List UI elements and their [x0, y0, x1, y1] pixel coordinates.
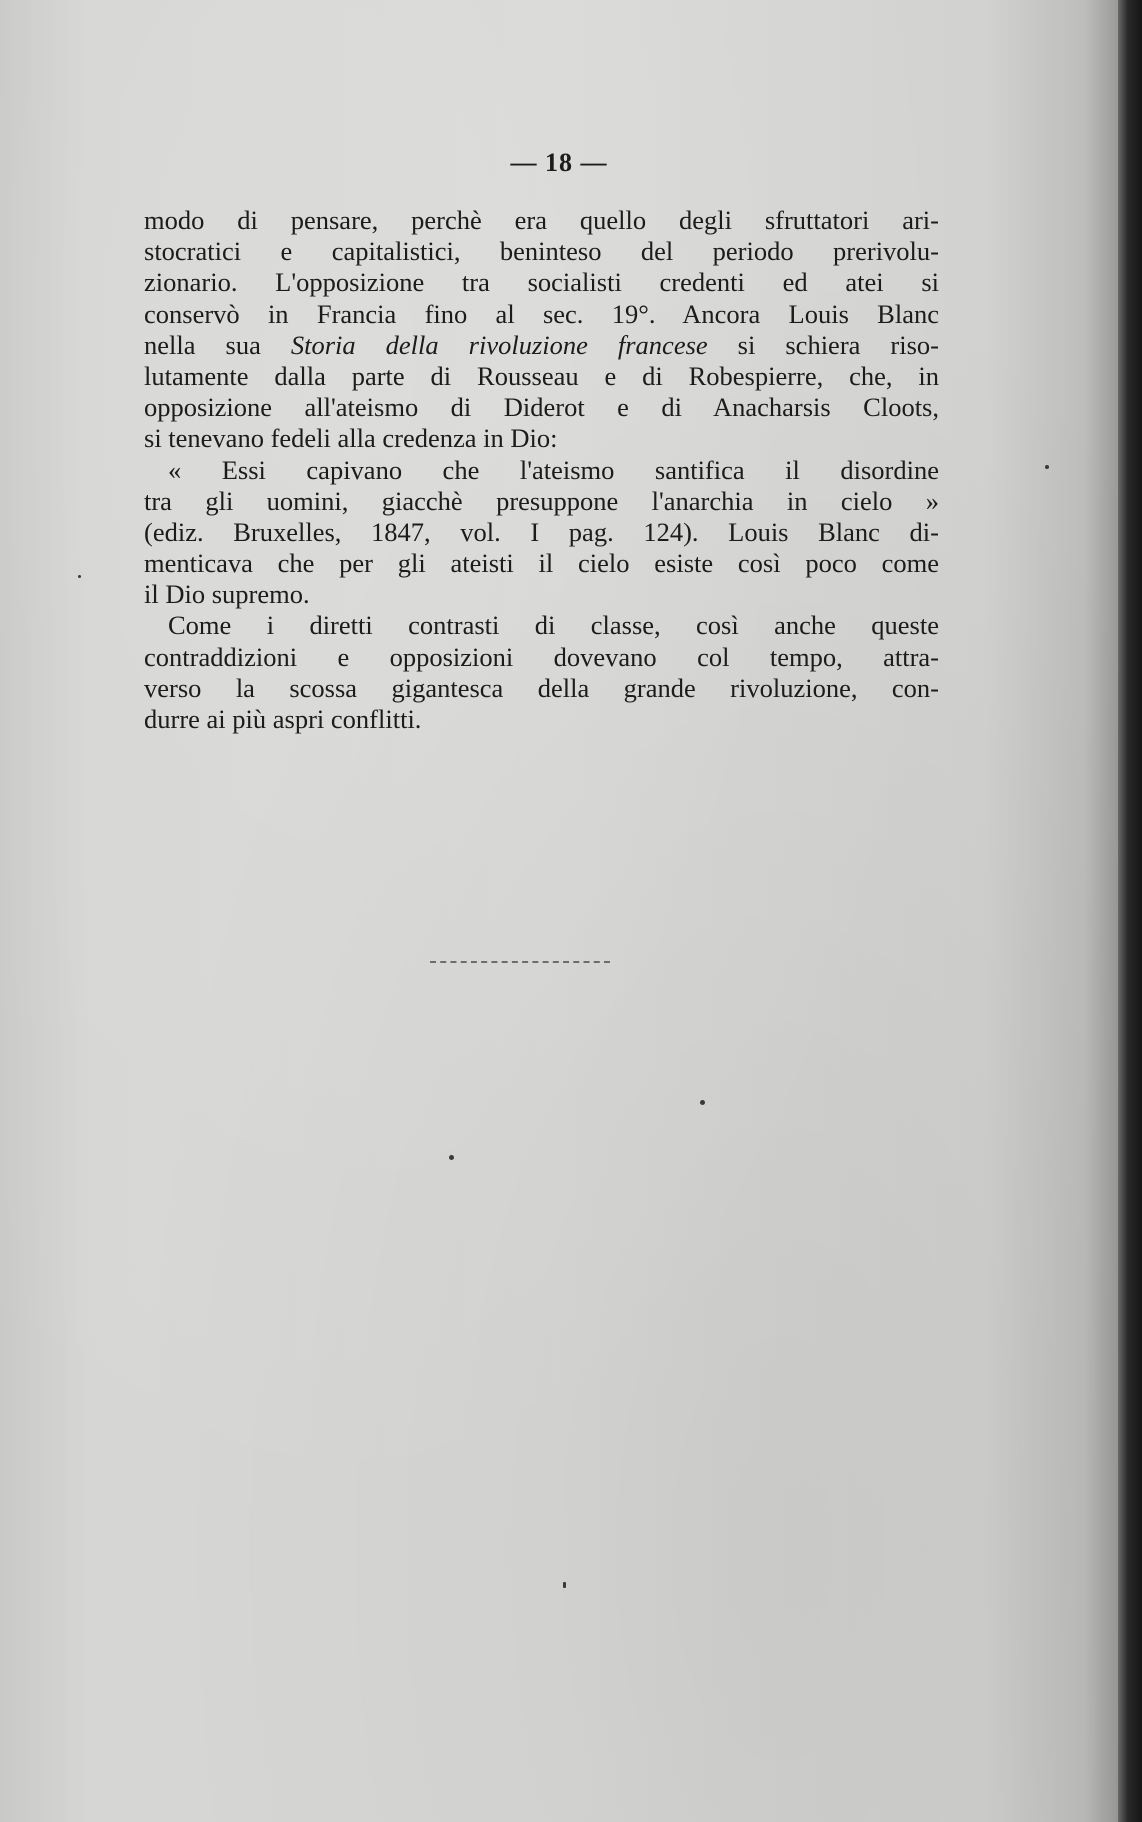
text-line: conservò in Francia fino al sec. 19°. Ancora Louis Blanc: [144, 298, 939, 329]
text-line: contraddizioni e opposizioni dovevano col tempo, attra-: [144, 641, 939, 672]
text-line: verso la scossa gigantesca della grande rivoluzione, con-: [144, 672, 939, 703]
body-text: [144, 205, 939, 735]
text-line: lutamente dalla parte di Rousseau e di Robespierre, che, in: [144, 360, 939, 391]
paper-speck: [700, 1100, 705, 1105]
text-line-with-title: [144, 330, 939, 361]
quote-line: tra gli uomini, giacchè presuppone l'anarchia in cielo »: [144, 485, 939, 516]
book-title-italic: Storia della rivoluzione francese: [290, 329, 708, 360]
text-line: il Dio supremo.: [144, 579, 310, 610]
page-number: — 18 —: [510, 148, 608, 177]
text-fragment: nella sua: [144, 329, 291, 360]
page-edge-shadow: [1118, 0, 1142, 1822]
text-line: zionario. L'opposizione tra socialisti credenti ed atei si: [144, 267, 939, 298]
text-fragment: si schiera riso-: [707, 329, 939, 360]
quote-line: « Essi capivano che l'ateismo santifica il disordine: [168, 454, 939, 485]
text-line: Come i diretti contrasti di classe, così anche queste: [168, 610, 939, 641]
text-line: stocratici e capitalistici, beninteso del periodo prerivolu-: [144, 236, 939, 267]
text-line: opposizione all'ateismo di Diderot e di Anacharsis Cloots,: [144, 392, 939, 423]
paper-speck: [563, 1582, 566, 1588]
text-line: menticava che per gli ateisti il cielo esiste così poco come: [144, 548, 939, 579]
text-line: si tenevano fedeli alla credenza in Dio:: [144, 423, 558, 454]
text-line: modo di pensare, perchè era quello degli sfruttatori ari-: [144, 205, 939, 235]
text-line: (ediz. Bruxelles, 1847, vol. I pag. 124). Louis Blanc di-: [144, 516, 939, 547]
paper-speck: [78, 575, 81, 578]
paper-speck: [449, 1155, 454, 1160]
paper-speck: [1045, 465, 1049, 469]
section-divider: [430, 961, 610, 963]
text-line: durre ai più aspri conflitti.: [144, 704, 422, 734]
